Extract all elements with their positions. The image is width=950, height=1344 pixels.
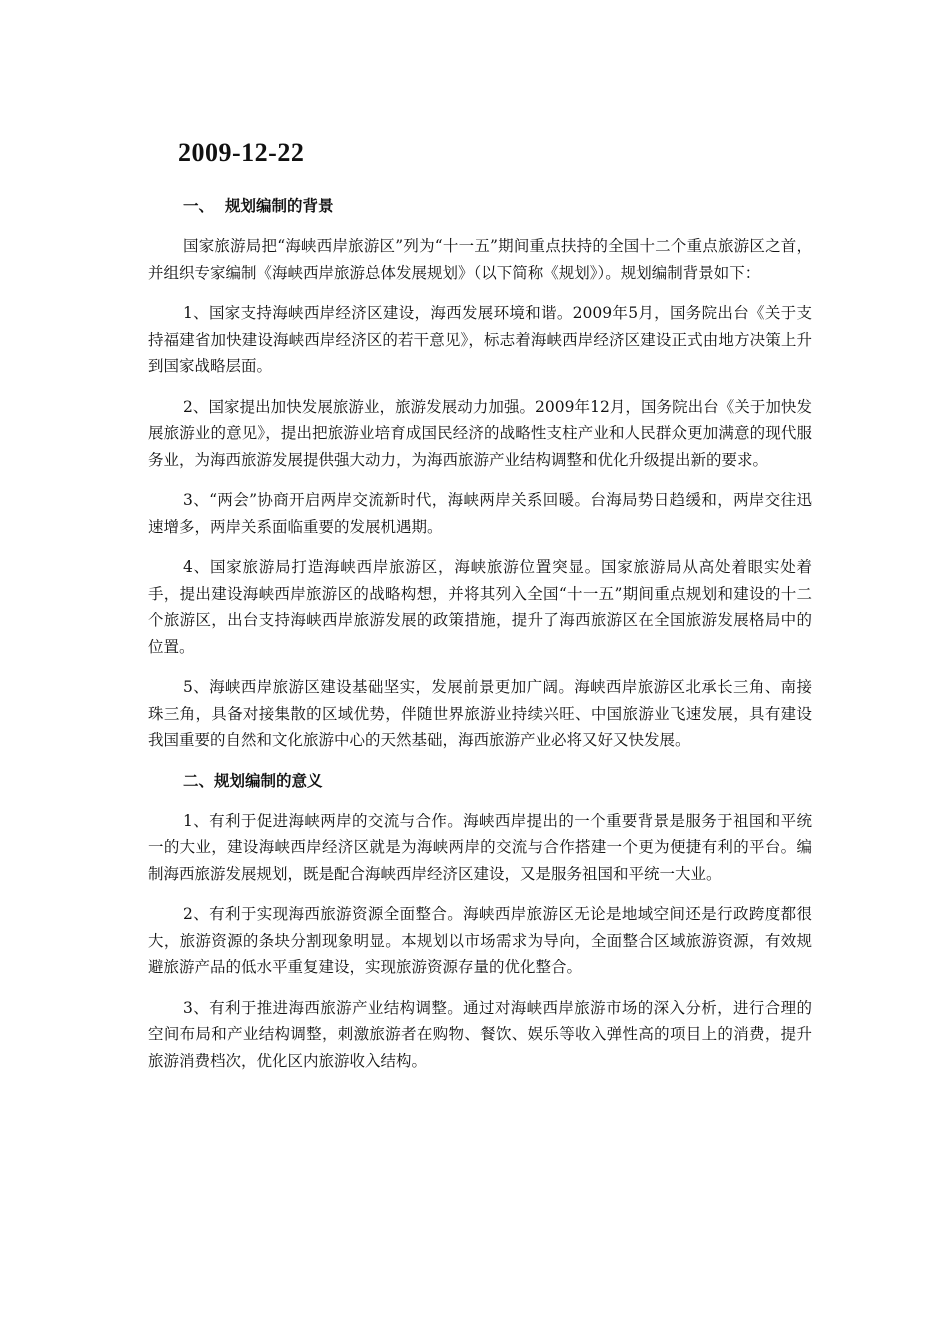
section-1-paragraph-2: 2、国家提出加快发展旅游业，旅游发展动力加强。2009年12月，国务院出台《关于加快发展旅游业的意见》，提出把旅游业培育成国民经济的战略性支柱产业和人民群众更加满意的现代服务业，为海西旅游发展提供强大动力，为海西旅游产业结构调整和优化升级提出新的要求。 — [148, 397, 812, 469]
section-1-paragraph-5: 5、海峡西岸旅游区建设基础坚实，发展前景更加广阔。海峡西岸旅游区北承长三角、南接珠三角，具备对接集散的区域优势，伴随世界旅游业持续兴旺、中国旅游业飞速发展，具有建设我国重要的自然和文化旅游中心的天然基础，海西旅游产业必将又好又快发展。 — [148, 678, 812, 749]
document-date: 2009-12-22 — [178, 138, 305, 167]
section-1-paragraph-3: 3、“两会”协商开启两岸交流新时代，海峡两岸关系回暖。台海局势日趋缓和，两岸交往迅速增多，两岸关系面临重要的发展机遇期。 — [148, 491, 812, 536]
section-1-intro-paragraph: 国家旅游局把“海峡西岸旅游区”列为“十一五”期间重点扶持的全国十二个重点旅游区之首，并组织专家编制《海峡西岸旅游总体发展规划》（以下简称《规划》）。规划编制背景如下： — [148, 237, 812, 282]
section-1-paragraph-4: 4、国家旅游局打造海峡西岸旅游区，海峡旅游位置突显。国家旅游局从高处着眼实处着手，提出建设海峡西岸旅游区的战略构想，并将其列入全国“十一五”期间重点规划和建设的十二个旅游区，出台支持海峡西岸旅游发展的政策措施，提升了海西旅游区在全国旅游发展格局中的位置。 — [148, 558, 812, 656]
section-1-paragraph-1: 1、国家支持海峡西岸经济区建设，海西发展环境和谐。2009年5月，国务院出台《关于支持福建省加快建设海峡西岸经济区的若干意见》，标志着海峡西岸经济区建设正式由地方决策上升到国家战略层面。 — [148, 304, 812, 375]
section-2-heading: 二、规划编制的意义 — [183, 770, 323, 790]
section-2-paragraph-1: 1、有利于促进海峡两岸的交流与合作。海峡西岸提出的一个重要背景是服务于祖国和平统一的大业，建设海峡西岸经济区就是为海峡两岸的交流与合作搭建一个更为便捷有利的平台。编制海西旅游发展规划，既是配合海峡西岸经济区建设，又是服务祖国和平统一大业。 — [148, 811, 812, 883]
section-1-heading — [148, 193, 812, 219]
section-2-paragraph-3: 3、有利于推进海西旅游产业结构调整。通过对海峡西岸旅游市场的深入分析，进行合理的空间布局和产业结构调整，刺激旅游者在购物、餐饮、娱乐等收入弹性高的项目上的消费，提升旅游消费档次，优化区内旅游收入结构。 — [148, 998, 812, 1070]
section-1-number: 一、 — [183, 196, 215, 215]
section-1-title: 规划编制的背景 — [225, 196, 334, 215]
section-2-paragraph-2: 2、有利于实现海西旅游资源全面整合。海峡西岸旅游区无论是地域空间还是行政跨度都很大，旅游资源的条块分割现象明显。本规划以市场需求为导向，全面整合区域旅游资源，有效规避旅游产品的低水平重复建设，实现旅游资源存量的优化整合。 — [148, 905, 812, 976]
document-body — [148, 193, 812, 1088]
